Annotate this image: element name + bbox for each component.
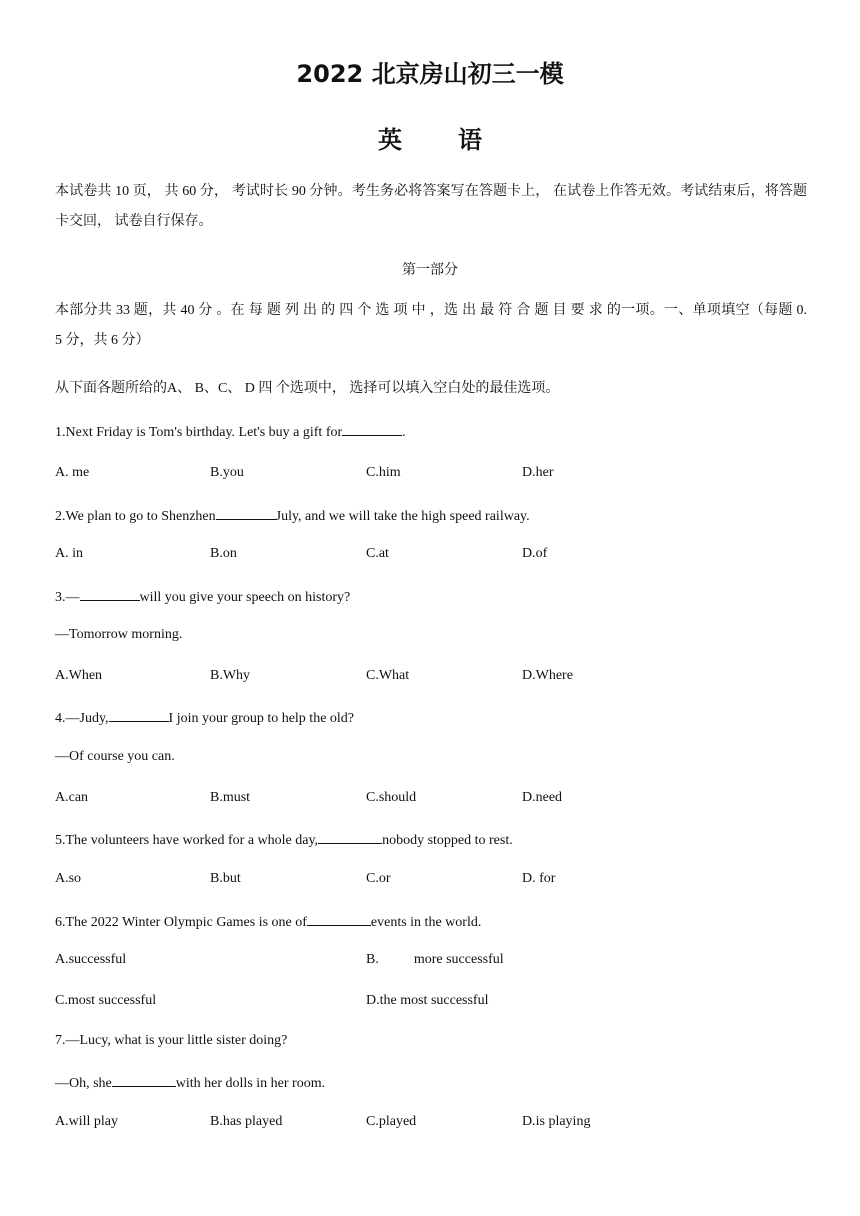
exam-intro: 本试卷共 10 页， 共 60 分， 考试时长 90 分钟。考生务必将答案写在答题卡上， 在试卷上作答无效。考试结束后，将答题卡交回， 试卷自行保存。 xyxy=(55,184,807,229)
question-7: 7.—Lucy, what is your little sister doing? xyxy=(55,1033,288,1048)
question-2-text: 2.We plan to go to Shenzhen xyxy=(55,509,216,524)
question-4 xyxy=(55,708,354,727)
option-4d: D.need xyxy=(522,790,563,805)
question-4-text: 4.—Judy, xyxy=(55,711,109,726)
question-1-end: . xyxy=(402,425,406,440)
question-5-text: 5.The volunteers have worked for a whole day, xyxy=(55,833,319,848)
option-7d: D.is playing xyxy=(522,1114,591,1129)
subject-char-1: 英 xyxy=(378,126,402,154)
option-6c: C.most successful xyxy=(55,993,157,1008)
part-description: 本部分共 33 题，共 40 分 。在 每 题 列 出 的 四 个 选 项 中 ，选 出 最 符 合 题 目 要 求 的一项。一、单项填空（每题 0. 5 分，共 6 分） xyxy=(55,303,825,348)
question-2-end: July, and we will take the high speed railway. xyxy=(275,509,530,524)
question-4-end: I join your group to help the old? xyxy=(168,711,355,726)
question-5 xyxy=(55,830,513,849)
question-5-end: nobody stopped to rest. xyxy=(382,833,513,848)
answer-blank xyxy=(80,587,140,601)
option-1b: B.you xyxy=(210,465,244,480)
option-4b: B.must xyxy=(210,790,251,805)
question-3-reply: —Tomorrow morning. xyxy=(55,627,183,642)
option-2b: B.on xyxy=(210,546,237,561)
option-6b: B. more successful xyxy=(366,952,504,967)
option-6d: D.the most successful xyxy=(366,993,489,1008)
answer-blank xyxy=(109,708,169,722)
option-4c: C.should xyxy=(366,790,417,805)
question-4-reply: —Of course you can. xyxy=(55,749,175,764)
answer-blank xyxy=(307,912,371,926)
question-3 xyxy=(55,587,350,606)
option-5a: A.so xyxy=(55,871,82,886)
option-2c: C.at xyxy=(366,546,389,561)
option-5b: B.but xyxy=(210,871,241,886)
option-7a: A.will play xyxy=(55,1114,118,1129)
question-7-reply xyxy=(55,1073,325,1092)
question-1 xyxy=(55,422,406,441)
option-5d: D. for xyxy=(522,871,556,886)
option-1d: D.her xyxy=(522,465,554,480)
option-1c: C.him xyxy=(366,465,401,480)
answer-blank xyxy=(216,506,276,520)
answer-blank xyxy=(318,830,382,844)
instruction: 从下面各题所给的A、 B、C、 D 四 个选项中， 选择可以填入空白处的最佳选项。 xyxy=(55,381,560,396)
answer-blank xyxy=(342,422,402,436)
question-7-reply-text: —Oh, she xyxy=(55,1076,112,1091)
option-1a: A. me xyxy=(55,465,90,480)
question-6-text: 6.The 2022 Winter Olympic Games is one of xyxy=(55,915,307,930)
option-7b: B.has played xyxy=(210,1114,283,1129)
question-7-reply-end: with her dolls in her room. xyxy=(175,1076,326,1091)
subject-title xyxy=(0,120,860,155)
question-6 xyxy=(55,912,481,931)
subject-char-2: 语 xyxy=(458,126,482,154)
page-title: 2022 北京房山初三一模 xyxy=(296,60,564,88)
option-7c: C.played xyxy=(366,1114,417,1129)
option-3a: A.When xyxy=(55,668,103,683)
option-5c: C.or xyxy=(366,871,391,886)
question-6-end: events in the world. xyxy=(370,915,482,930)
part-title: 第一部分 xyxy=(402,263,458,278)
option-3c: C.What xyxy=(366,668,410,683)
option-4a: A.can xyxy=(55,790,89,805)
question-1-text: 1.Next Friday is Tom's birthday. Let's buy a gift for xyxy=(55,425,343,440)
option-2a: A. in xyxy=(55,546,83,561)
option-6a: A.successful xyxy=(55,952,127,967)
option-3b: B.Why xyxy=(210,668,251,683)
question-3-text: 3.— xyxy=(55,590,80,605)
option-3d: D.Where xyxy=(522,668,573,683)
answer-blank xyxy=(112,1073,176,1087)
question-3-end: will you give your speech on history? xyxy=(139,590,351,605)
question-2 xyxy=(55,506,530,525)
option-2d: D.of xyxy=(522,546,548,561)
